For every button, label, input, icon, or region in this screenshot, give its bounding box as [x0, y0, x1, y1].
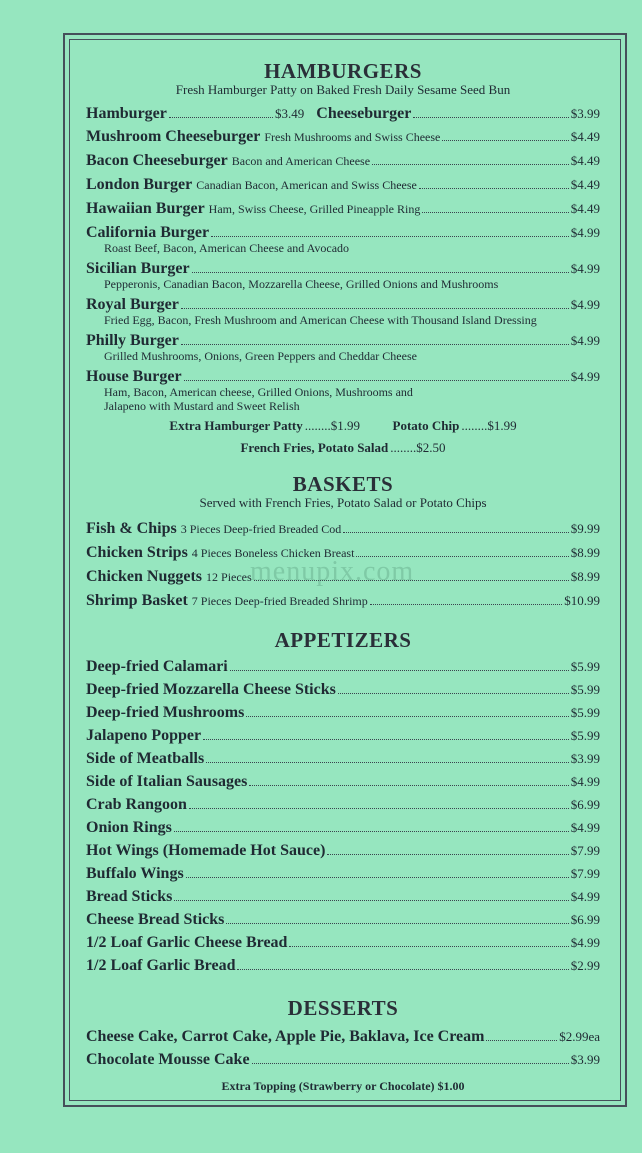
- dot-leader: [184, 380, 569, 381]
- menu-item: [86, 125, 600, 149]
- item-name: 1/2 Loaf Garlic Cheese Bread: [86, 934, 288, 951]
- dot-leader: [203, 739, 569, 740]
- item-name: Philly Burger: [86, 332, 179, 349]
- item-detail: Roast Beef, Bacon, American Cheese and Avocado: [104, 241, 350, 255]
- item-price: $10.99: [564, 593, 600, 608]
- dot-leader: [343, 532, 568, 533]
- dot-leader: [226, 923, 568, 924]
- dot-leader: ........: [390, 440, 417, 455]
- section-title: HAMBURGERS: [264, 59, 422, 83]
- item-detail: Jalapeno with Mustard and Sweet Relish: [104, 399, 300, 413]
- item-desc: Ham, Swiss Cheese, Grilled Pineapple Ring: [208, 202, 421, 216]
- item-name: Sicilian Burger: [86, 260, 190, 277]
- dot-leader: [486, 1040, 557, 1041]
- item-name: London Burger: [86, 176, 193, 193]
- dot-leader: [246, 716, 568, 717]
- menu-item: [86, 517, 600, 541]
- dot-leader: [230, 670, 569, 671]
- item-detail: Fried Egg, Bacon, Fresh Mushroom and American Cheese with Thousand Island Dressing: [104, 313, 537, 327]
- menu-item: [86, 365, 600, 413]
- dot-leader: [356, 556, 568, 557]
- section-subtitle: Fresh Hamburger Patty on Baked Fresh Daily Sesame Seed Bun: [175, 82, 511, 97]
- dot-leader: [169, 117, 273, 118]
- dot-leader: [206, 762, 569, 763]
- menu-item: [86, 293, 600, 327]
- item-price: $8.99: [570, 545, 600, 560]
- item-name: Cheese Bread Sticks: [86, 911, 225, 928]
- item-desc: Bacon and American Cheese: [231, 154, 371, 168]
- item-price: $4.49: [570, 153, 600, 168]
- item-price: $4.49: [570, 129, 600, 144]
- item-detail: Grilled Mushrooms, Onions, Green Peppers and Cheddar Cheese: [104, 349, 417, 363]
- item-price: $4.99: [570, 297, 600, 312]
- item-price: $4.99: [570, 820, 600, 835]
- menu-content: [86, 60, 600, 1097]
- item-name: Onion Rings: [86, 819, 172, 836]
- extra-label: Extra Hamburger Patty: [169, 418, 303, 433]
- item-desc: 7 Pieces Deep-fried Breaded Shrimp: [191, 594, 368, 608]
- dot-leader: [174, 900, 568, 901]
- item-price: $5.99: [570, 705, 600, 720]
- extra-price: $1.99: [330, 418, 361, 433]
- section-desserts: [86, 997, 600, 1097]
- item-name: Hawaiian Burger: [86, 200, 205, 217]
- appetizer-list: [86, 655, 600, 977]
- menu-item: [316, 102, 600, 125]
- section-title: BASKETS: [292, 472, 394, 496]
- item-name: Side of Meatballs: [86, 750, 205, 767]
- menu-item: [86, 885, 600, 908]
- menu-item: [86, 221, 600, 255]
- menu-item: [86, 816, 600, 839]
- dot-leader: [192, 272, 569, 273]
- item-price: $5.99: [570, 728, 600, 743]
- menu-item: [86, 1048, 600, 1071]
- item-price: $2.99: [570, 958, 600, 973]
- item-price: $9.99: [570, 521, 600, 536]
- item-price: $4.49: [570, 177, 600, 192]
- item-price: $4.99: [570, 369, 600, 384]
- hamburger-pair-row: [86, 102, 600, 125]
- item-price: $4.99: [570, 889, 600, 904]
- item-name: Chicken Strips: [86, 544, 188, 561]
- item-name: Shrimp Basket: [86, 592, 188, 609]
- item-name: 1/2 Loaf Garlic Bread: [86, 957, 236, 974]
- item-desc: Fresh Mushrooms and Swiss Cheese: [264, 130, 441, 144]
- item-name: Deep-fried Mushrooms: [86, 704, 245, 721]
- menu-item: [86, 655, 600, 678]
- section-baskets: [86, 473, 600, 613]
- menu-item: [86, 565, 600, 589]
- item-name: Fish & Chips: [86, 520, 177, 537]
- menu-item: [86, 793, 600, 816]
- item-price: $3.99: [570, 751, 600, 766]
- extras-line: [86, 437, 600, 459]
- item-name: Cheeseburger: [316, 105, 412, 122]
- item-price: $7.99: [570, 866, 600, 881]
- section-appetizers: [86, 629, 600, 977]
- item-name: Buffalo Wings: [86, 865, 184, 882]
- dot-leader: [422, 212, 568, 213]
- item-price: $4.99: [570, 774, 600, 789]
- item-price: $4.99: [570, 935, 600, 950]
- item-name: Deep-fried Mozzarella Cheese Sticks: [86, 681, 336, 698]
- item-price: $6.99: [570, 797, 600, 812]
- item-detail: Pepperonis, Canadian Bacon, Mozzarella Cheese, Grilled Onions and Mushrooms: [104, 277, 499, 291]
- item-price: $2.99ea: [559, 1029, 600, 1044]
- menu-item: [86, 724, 600, 747]
- item-price: $8.99: [570, 569, 600, 584]
- dot-leader: [237, 969, 568, 970]
- extra-price: $1.99: [487, 418, 517, 433]
- dot-leader: ........: [461, 418, 488, 433]
- item-desc: Canadian Bacon, American and Swiss Cheese: [196, 178, 417, 192]
- item-name: Bacon Cheeseburger: [86, 152, 228, 169]
- menu-item: [86, 197, 600, 221]
- dot-leader: [413, 117, 568, 118]
- menu-item: [86, 257, 600, 291]
- item-name: Cheese Cake, Carrot Cake, Apple Pie, Baklava, Ice Cream: [86, 1028, 485, 1045]
- item-name: California Burger: [86, 224, 210, 241]
- dot-leader: [289, 946, 568, 947]
- item-price: $3.99: [570, 1052, 600, 1067]
- extra-price: $2.50: [416, 440, 446, 455]
- menu-item: [86, 839, 600, 862]
- item-name: Mushroom Cheeseburger: [86, 128, 261, 145]
- item-name: Deep-fried Calamari: [86, 658, 228, 675]
- menu-item: [86, 701, 600, 724]
- menu-item: [86, 770, 600, 793]
- item-name: Bread Sticks: [86, 888, 173, 905]
- dot-leader: [370, 604, 563, 605]
- dot-leader: [181, 308, 569, 309]
- menu-item: [86, 678, 600, 701]
- dot-leader: [189, 808, 569, 809]
- menu-item: [86, 329, 600, 363]
- menu-item: [86, 908, 600, 931]
- item-name: Hot Wings (Homemade Hot Sauce): [86, 842, 326, 859]
- dot-leader: [211, 236, 569, 237]
- item-price: $7.99: [570, 843, 600, 858]
- item-name: Jalapeno Popper: [86, 727, 202, 744]
- menu-item: [86, 1025, 600, 1048]
- dot-leader: [419, 188, 569, 189]
- dot-leader: [327, 854, 568, 855]
- item-name: Chocolate Mousse Cake: [86, 1051, 250, 1068]
- dessert-extra: Extra Topping (Strawberry or Chocolate) $1.00: [221, 1079, 465, 1093]
- extra-label: French Fries, Potato Salad: [240, 440, 389, 455]
- section-subtitle: Served with French Fries, Potato Salad or Potato Chips: [199, 495, 487, 510]
- item-detail: Ham, Bacon, American cheese, Grilled Onions, Mushrooms and: [104, 385, 413, 399]
- dot-leader: [249, 785, 568, 786]
- item-price: $5.99: [570, 682, 600, 697]
- dot-leader: ........: [304, 418, 331, 433]
- menu-item: [86, 954, 600, 977]
- watermark: menupix.com: [250, 556, 415, 587]
- item-name: Crab Rangoon: [86, 796, 187, 813]
- item-price: $4.99: [570, 333, 600, 348]
- item-price: $4.49: [570, 201, 600, 216]
- item-name: Side of Italian Sausages: [86, 773, 248, 790]
- dot-leader: [181, 344, 569, 345]
- menu-item: [86, 862, 600, 885]
- item-price: $4.99: [570, 225, 600, 240]
- dot-leader: [174, 831, 569, 832]
- menu-item: [86, 173, 600, 197]
- section-title: APPETIZERS: [274, 628, 412, 652]
- item-price: $3.99: [570, 106, 600, 121]
- dot-leader: [442, 140, 568, 141]
- item-name: Royal Burger: [86, 296, 179, 313]
- section-title: DESSERTS: [287, 996, 399, 1020]
- menu-item: [86, 102, 304, 125]
- menu-item: [86, 589, 600, 613]
- item-desc: 12 Pieces: [206, 570, 252, 584]
- item-desc: 3 Pieces Deep-fried Breaded Cod: [180, 522, 342, 536]
- item-name: House Burger: [86, 368, 182, 385]
- dot-leader: [254, 580, 569, 581]
- item-price: $6.99: [570, 912, 600, 927]
- menu-item: [86, 747, 600, 770]
- menu-item: [86, 149, 600, 173]
- dot-leader: [372, 164, 569, 165]
- extra-label: Potato Chip: [392, 418, 460, 433]
- item-price: $5.99: [570, 659, 600, 674]
- extras-line: [86, 415, 600, 437]
- menu-item: [86, 931, 600, 954]
- dot-leader: [338, 693, 569, 694]
- item-name: Chicken Nuggets: [86, 568, 203, 585]
- dot-leader: [252, 1063, 569, 1064]
- menu-item: [86, 541, 600, 565]
- item-price: $4.99: [570, 261, 600, 276]
- item-price: $3.49: [275, 106, 305, 121]
- section-hamburgers: [86, 60, 600, 459]
- item-name: Hamburger: [86, 105, 167, 122]
- dot-leader: [186, 877, 569, 878]
- item-desc: 4 Pieces Boneless Chicken Breast: [191, 546, 355, 560]
